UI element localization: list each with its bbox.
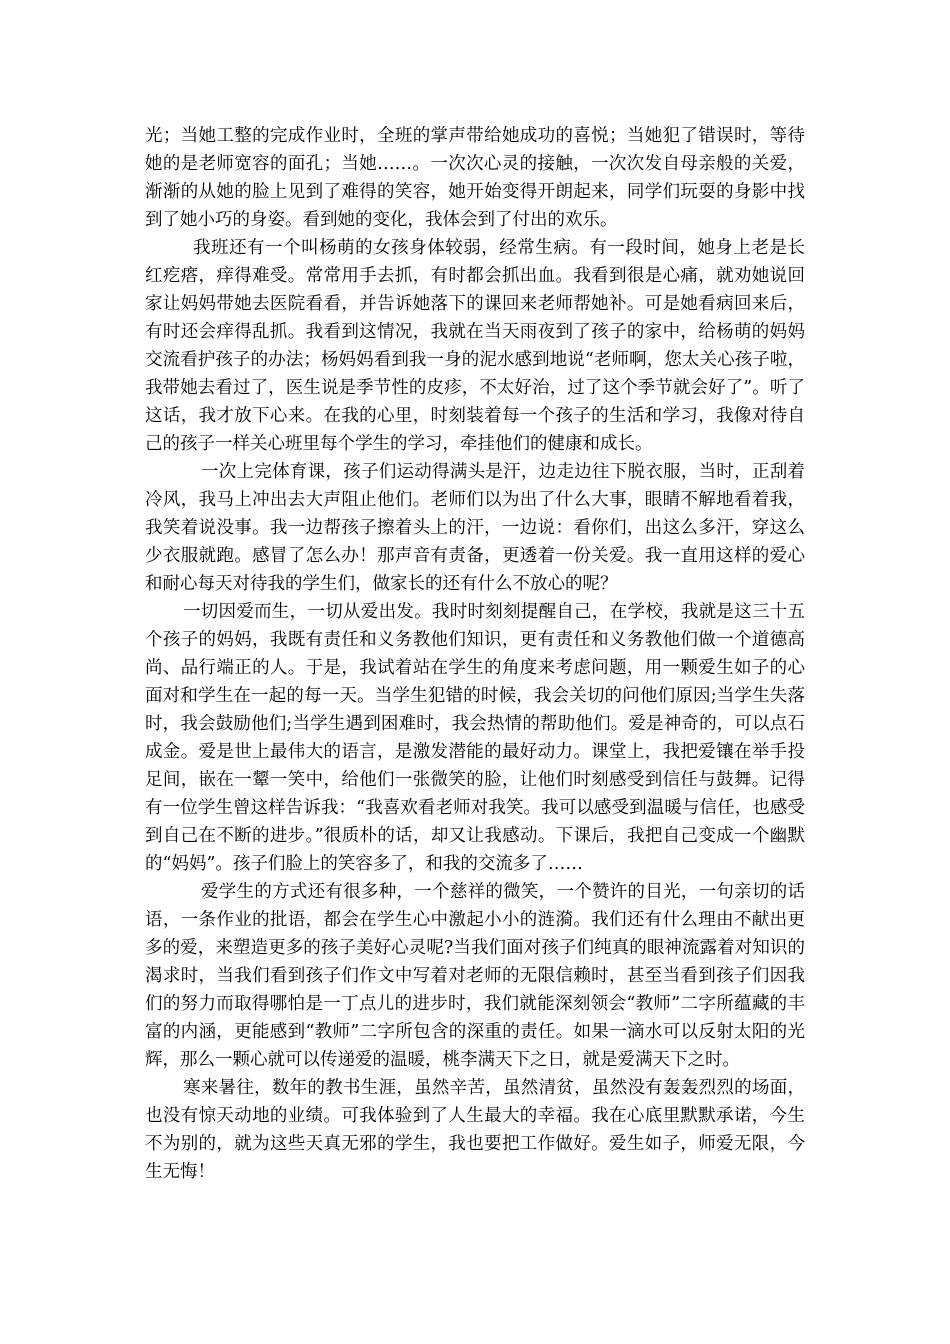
paragraph-3: 一次上完体育课，孩子们运动得满头是汗，边走边往下脱衣服，当时，正刮着冷风，我马上冲出去大声阻止他们。老师们以为出了什么大事，眼睛不解地看着我，我笑着说没事。我一边帮孩子擦着头上的汗，一边说：看你们，出这么多汗，穿这么少衣服就跑。感冒了怎么办！那声音有责备，更透着一份关爱。我一直用这样的爱心和耐心每天对待我的学生们，做家长的还有什么不放心的呢？ bbox=[145, 462, 805, 594]
paragraph-1: 光；当她工整的完成作业时，全班的掌声带给她成功的喜悦；当她犯了错误时，等待她的是老师宽容的面孔；当她……。一次次心灵的接触，一次次发自母亲般的关爱，渐渐的从她的脸上见到了难得的笑容，她开始变得开朗起来，同学们玩耍的身影中找到了她小巧的身姿。看到她的变化，我体会到了付出的欢乐。 bbox=[145, 126, 805, 230]
paragraph-6: 寒来暑往，数年的教书生涯，虽然辛苦，虽然清贫，虽然没有轰轰烈烈的场面，也没有惊天动地的业绩。可我体验到了人生最大的幸福。我在心底里默默承诺，今生不为别的，就为这些天真无邪的学生，我也要把工作做好。爱生如子，师爱无限，今生无悔！ bbox=[145, 1078, 805, 1182]
paragraph-5: 爱学生的方式还有很多种，一个慈祥的微笑，一个赞许的目光，一句亲切的话语，一条作业的批语，都会在学生心中激起小小的涟漪。我们还有什么理由不献出更多的爱，来塑造更多的孩子美好心灵呢?当我们面对孩子们纯真的眼神流露着对知识的渴求时，当我们看到孩子们作文中写着对老师的无限信赖时，甚至当看到孩子们因我们的努力而取得哪怕是一丁点儿的进步时，我们就能深刻领会“教师”二字所蕴藏的丰富的内涵，更能感到“教师”二字所包含的深重的责任。如果一滴水可以反射太阳的光辉，那么一颗心就可以传递爱的温暖，桃李满天下之日，就是爱满天下之时。 bbox=[145, 882, 805, 1070]
paragraph-2: 我班还有一个叫杨萌的女孩身体较弱，经常生病。有一段时间，她身上老是长红疙瘩，痒得难受。常常用手去抓，有时都会抓出血。我看到很是心痛，就劝她说回家让妈妈带她去医院看看，并告诉她落下的课回来老师帮她补。可是她看病回来后，有时还会痒得乱抓。我看到这情况，我就在当天雨夜到了孩子的家中，给杨萌的妈妈交流看护孩子的办法；杨妈妈看到我一身的泥水感到地说“老师啊，您太关心孩子啦，我带她去看过了，医生说是季节性的皮疹，不太好治，过了这个季节就会好了”。听了这话，我才放下心来。在我的心里，时刻装着每一个孩子的生活和学习，我像对待自己的孩子一样关心班里每个学生的学习，牵挂他们的健康和成长。 bbox=[145, 238, 805, 454]
document-body bbox=[145, 122, 805, 1186]
paragraph-4: 一切因爱而生，一切从爱出发。我时时刻刻提醒自己，在学校，我就是这三十五个孩子的妈妈，我既有责任和义务教他们知识，更有责任和义务教他们做一个道德高尚、品行端正的人。于是，我试着站在学生的角度来考虑问题，用一颗爱生如子的心面对和学生在一起的每一天。当学生犯错的时候，我会关切的问他们原因;当学生失落时，我会鼓励他们;当学生遇到困难时，我会热情的帮助他们。爱是神奇的，可以点石成金。爱是世上最伟大的语言，是激发潜能的最好动力。课堂上，我把爱镶在举手投足间，嵌在一颦一笑中，给他们一张微笑的脸，让他们时刻感受到信任与鼓舞。记得有一位学生曾这样告诉我：“我喜欢看老师对我笑。我可以感受到温暖与信任，也感受到自己在不断的进步。”很质朴的话，却又让我感动。下课后，我把自己变成一个幽默的“妈妈”。孩子们脸上的笑容多了，和我的交流多了…… bbox=[145, 602, 805, 874]
